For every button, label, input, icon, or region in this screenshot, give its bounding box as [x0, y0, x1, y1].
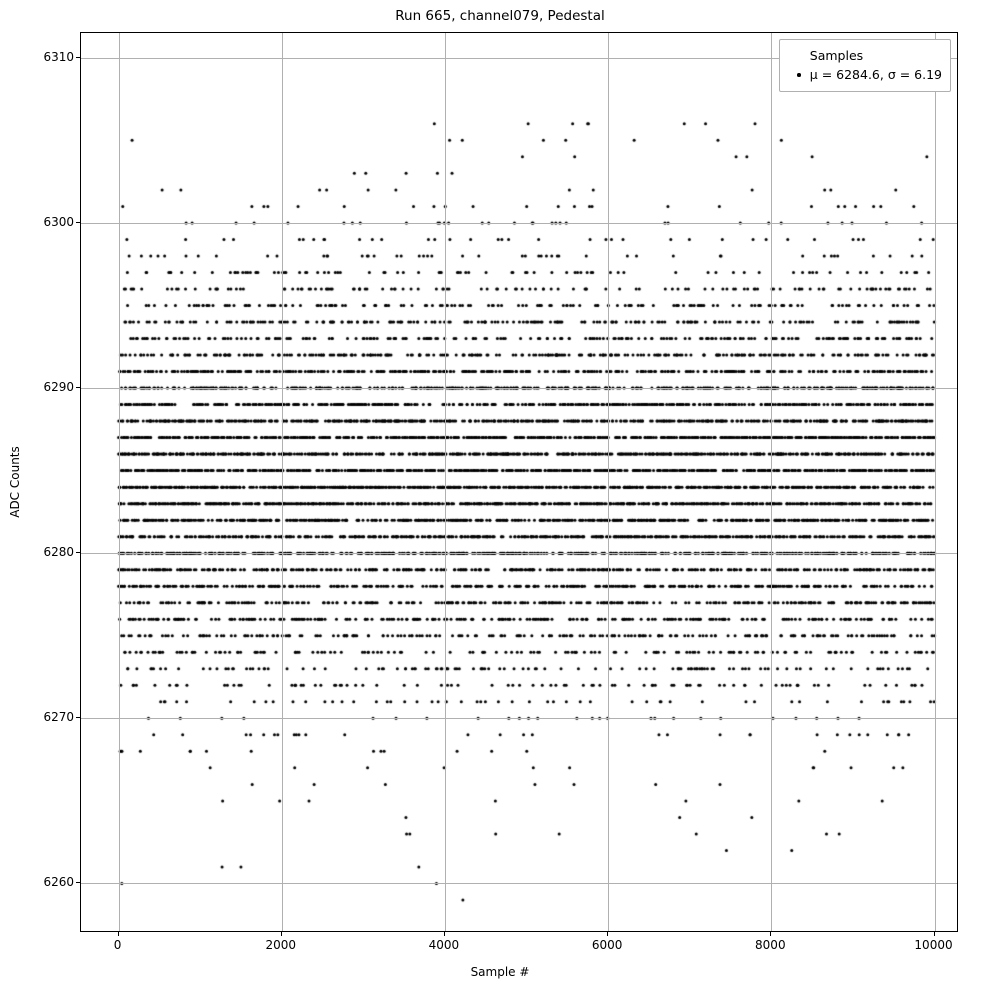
gridline-horizontal	[81, 388, 957, 389]
grid-layer	[81, 33, 957, 931]
y-tick-mark	[76, 717, 80, 718]
gridline-vertical	[445, 33, 446, 931]
x-tick-mark	[934, 932, 935, 936]
x-tick-mark	[281, 932, 282, 936]
legend-marker-icon	[788, 54, 810, 58]
gridline-horizontal	[81, 223, 957, 224]
y-tick-mark	[76, 57, 80, 58]
gridline-vertical	[608, 33, 609, 931]
x-tick-label: 2000	[265, 938, 296, 952]
y-tick-mark	[76, 222, 80, 223]
gridline-vertical	[282, 33, 283, 931]
gridline-horizontal	[81, 883, 957, 884]
x-tick-mark	[118, 932, 119, 936]
y-tick-mark	[76, 552, 80, 553]
x-tick-mark	[770, 932, 771, 936]
legend-entry-stats	[788, 65, 942, 84]
page-title: Run 665, channel079, Pedestal	[395, 8, 605, 24]
gridline-vertical	[119, 33, 120, 931]
y-tick-label: 6260	[43, 875, 74, 890]
legend	[779, 39, 951, 92]
y-tick-mark	[76, 387, 80, 388]
legend-entry-samples	[788, 46, 942, 65]
y-tick-label: 6270	[43, 710, 74, 725]
legend-label: Samples	[809, 48, 864, 63]
y-tick-label: 6300	[43, 214, 74, 229]
gridline-horizontal	[81, 718, 957, 719]
x-tick-mark	[444, 932, 445, 936]
x-tick-mark	[607, 932, 608, 936]
gridline-vertical	[935, 33, 936, 931]
y-tick-label: 6310	[43, 49, 74, 64]
x-axis-label: Sample #	[470, 965, 530, 979]
x-tick-label: 6000	[591, 938, 623, 952]
y-axis-label: ADC Counts	[8, 446, 22, 518]
gridline-vertical	[771, 33, 772, 931]
point-marker-icon	[788, 73, 810, 77]
plot-axes	[80, 32, 958, 932]
x-tick-label: 0	[113, 938, 122, 952]
gridline-horizontal	[81, 553, 957, 554]
legend-label: μ = 6284.6, σ = 6.19	[809, 67, 942, 83]
x-tick-label: 4000	[428, 938, 460, 952]
x-tick-label: 8000	[755, 938, 786, 952]
y-tick-mark	[76, 882, 80, 883]
y-tick-label: 6280	[43, 545, 74, 560]
y-tick-label: 6290	[43, 380, 74, 395]
x-tick-label: 10000	[914, 938, 953, 952]
